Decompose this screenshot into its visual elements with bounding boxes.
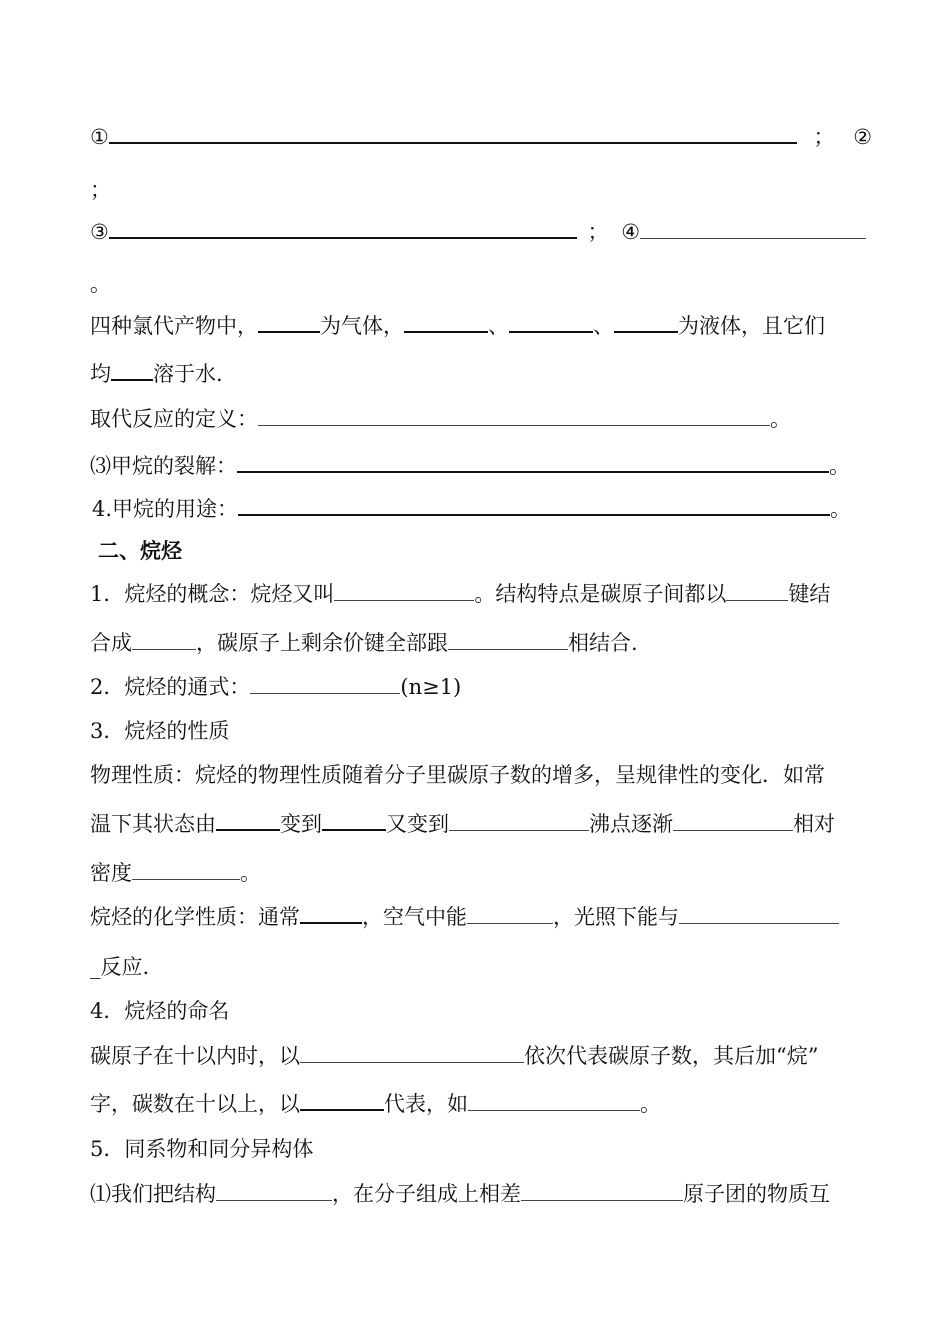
period: 。 bbox=[640, 1092, 661, 1116]
text: 为气体， bbox=[320, 314, 404, 338]
text: ，空气中能 bbox=[362, 905, 467, 929]
blank-liquid-2[interactable] bbox=[509, 313, 593, 333]
text: ⑴我们把结构 bbox=[90, 1182, 216, 1206]
text: 碳原子在十以内时，以 bbox=[90, 1044, 300, 1068]
text: 1．烷烃的概念：烷烃又叫 bbox=[90, 582, 335, 606]
line-15 bbox=[90, 810, 835, 838]
text: 四种氯代产物中， bbox=[90, 314, 258, 338]
line-3 bbox=[90, 218, 866, 246]
circled-3: ③ bbox=[90, 220, 109, 244]
text: ，光照下能与 bbox=[553, 905, 679, 929]
blank-combustion[interactable] bbox=[467, 905, 553, 924]
blank-light-reaction[interactable] bbox=[679, 905, 839, 924]
text: 2．烷烃的通式： bbox=[90, 675, 251, 699]
period: 。 bbox=[829, 454, 850, 478]
blank-bond-type[interactable] bbox=[726, 582, 788, 601]
text: 密度 bbox=[90, 861, 132, 885]
subheading-naming: 4．烷烃的命名 bbox=[90, 999, 230, 1023]
line-17 bbox=[90, 903, 839, 931]
blank-reaction-3[interactable] bbox=[109, 219, 577, 239]
subheading-properties: 3．烷烃的性质 bbox=[90, 719, 230, 743]
line-16 bbox=[90, 859, 261, 887]
text: 沸点逐渐 bbox=[589, 812, 673, 836]
text: 原子团的物质互 bbox=[683, 1182, 830, 1206]
line-4 bbox=[90, 270, 111, 298]
blank-state-1[interactable] bbox=[216, 811, 280, 831]
blank-chain-shape[interactable] bbox=[132, 631, 196, 650]
separator: 、 bbox=[488, 314, 509, 338]
line-23 bbox=[90, 1180, 830, 1208]
text: 字，碳数在十以上，以 bbox=[90, 1092, 300, 1116]
text: 变到 bbox=[280, 812, 322, 836]
line-21 bbox=[90, 1090, 661, 1118]
period: 。 bbox=[240, 861, 261, 885]
blank-methane-uses[interactable] bbox=[238, 496, 830, 516]
line-5 bbox=[90, 312, 825, 340]
blank-alkane-alias[interactable] bbox=[334, 582, 474, 601]
line-2 bbox=[90, 176, 111, 204]
blank-general-formula[interactable] bbox=[250, 675, 400, 694]
line-1 bbox=[90, 123, 872, 151]
text: 又变到 bbox=[386, 812, 449, 836]
text: 溶于水. bbox=[153, 362, 223, 386]
text: 依次代表碳原子数，其后加“烷” bbox=[524, 1044, 819, 1068]
blank-state-2[interactable] bbox=[322, 811, 386, 831]
blank-density-trend[interactable] bbox=[132, 861, 240, 880]
blank-liquid-1[interactable] bbox=[404, 313, 488, 333]
text: (n≥1) bbox=[400, 675, 462, 699]
line-9 bbox=[92, 495, 851, 523]
circled-1: ① bbox=[90, 125, 109, 149]
text: 相对 bbox=[793, 812, 835, 836]
text: 烷烃的化学性质：通常 bbox=[90, 905, 300, 929]
blank-atomic-group[interactable] bbox=[521, 1182, 683, 1201]
circled-2: ② bbox=[853, 125, 873, 149]
blank-gas[interactable] bbox=[258, 313, 320, 333]
blank-substitution-definition[interactable] bbox=[258, 407, 770, 426]
text: ，在分子组成上相差 bbox=[332, 1182, 521, 1206]
text: 代表，如 bbox=[384, 1092, 468, 1116]
line-18 bbox=[90, 953, 149, 981]
circled-4: ④ bbox=[621, 220, 641, 244]
blank-liquid-3[interactable] bbox=[614, 313, 678, 333]
line-8 bbox=[90, 452, 850, 480]
line-7 bbox=[90, 405, 791, 433]
text: 取代反应的定义： bbox=[90, 407, 258, 431]
text: ，碳原子上剩余价键全部跟 bbox=[196, 631, 448, 655]
blank-methane-cracking[interactable] bbox=[237, 453, 829, 473]
text: 为液体，且它们 bbox=[678, 314, 825, 338]
text: 。结构特点是碳原子间都以 bbox=[474, 582, 727, 606]
subheading-homologs: 5．同系物和同分异构体 bbox=[90, 1137, 314, 1161]
blank-reaction-4[interactable] bbox=[640, 220, 866, 239]
section-heading: 二、烷烃 bbox=[98, 538, 182, 563]
line-14: 物理性质：烷烃的物理性质随着分子里碳原子数的增多，呈规律性的变化．如常 bbox=[90, 763, 825, 787]
blank-solubility[interactable] bbox=[111, 361, 153, 381]
line-20 bbox=[90, 1042, 818, 1070]
blank-state-3[interactable] bbox=[449, 812, 589, 831]
text: 4.甲烷的用途： bbox=[92, 497, 239, 521]
separator: 、 bbox=[593, 314, 614, 338]
blank-boiling-trend[interactable] bbox=[673, 812, 793, 831]
text: 均 bbox=[90, 362, 111, 386]
blank-bonded-atom[interactable] bbox=[448, 631, 568, 650]
line-12 bbox=[90, 673, 461, 701]
semicolon: ； bbox=[587, 220, 609, 244]
blank-prefixes[interactable] bbox=[300, 1044, 524, 1063]
blank-reaction-1[interactable] bbox=[109, 124, 797, 144]
text: ⑶甲烷的裂解： bbox=[90, 454, 237, 478]
text: 相结合. bbox=[568, 631, 638, 655]
line-10 bbox=[90, 580, 830, 608]
text: 键结 bbox=[788, 582, 831, 606]
blank-stability[interactable] bbox=[300, 904, 362, 924]
blank-structure[interactable] bbox=[216, 1182, 332, 1201]
text: _反应. bbox=[90, 955, 150, 979]
line-11 bbox=[90, 629, 638, 657]
line-6 bbox=[90, 360, 223, 388]
semicolon: ； bbox=[813, 125, 835, 149]
period: 。 bbox=[90, 272, 111, 296]
text: 温下其状态由 bbox=[90, 812, 216, 836]
text: 合成 bbox=[90, 631, 132, 655]
blank-example[interactable] bbox=[468, 1092, 640, 1111]
blank-large-number[interactable] bbox=[300, 1091, 384, 1111]
period: 。 bbox=[830, 497, 852, 521]
semicolon: ； bbox=[90, 178, 111, 202]
period: 。 bbox=[770, 407, 791, 431]
